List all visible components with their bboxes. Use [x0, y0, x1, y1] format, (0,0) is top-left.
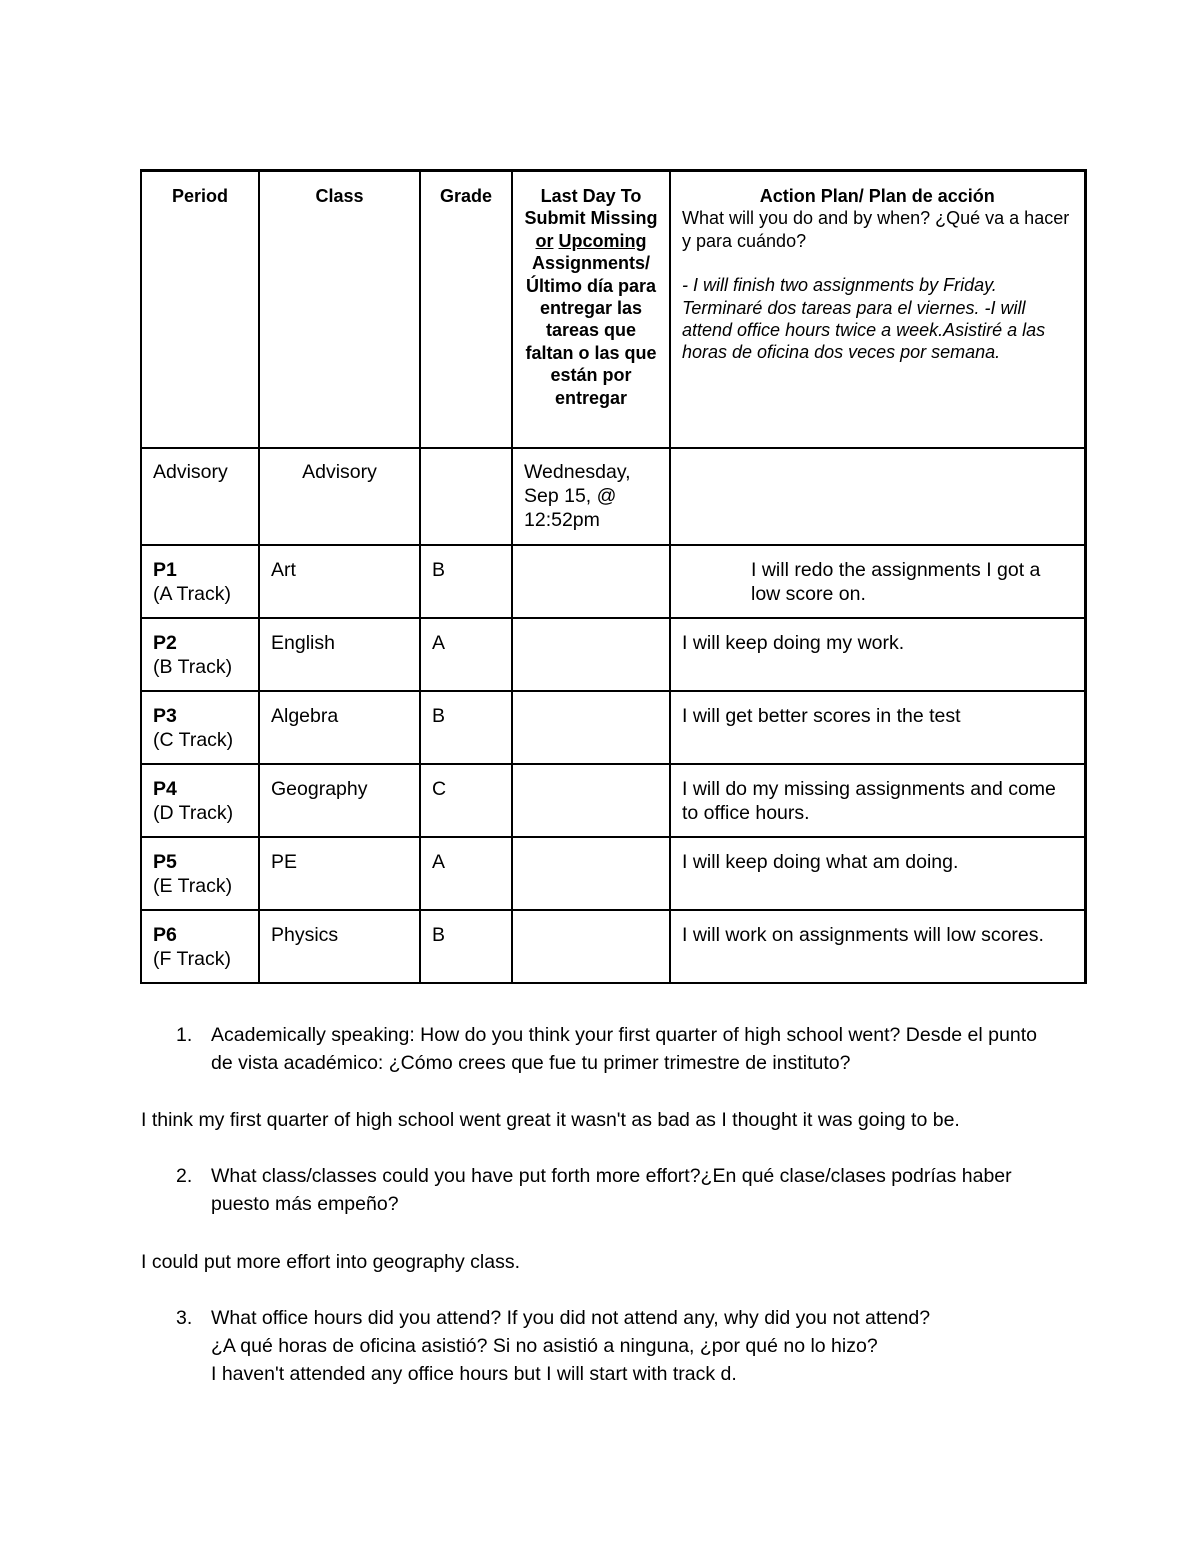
question-text: What office hours did you attend? If you did not attend any, why did you not attend?	[211, 1307, 931, 1329]
period-label: P3	[153, 705, 177, 727]
question-text: Academically speaking: How do you think your first quarter of high school went? Desde el punto de vista académico: ¿Cómo crees que fue tu primer trimestre de instituto?	[211, 1024, 1037, 1074]
table-row	[141, 910, 1085, 983]
period-label: P6	[153, 924, 177, 946]
advisory-period: Advisory	[141, 448, 259, 545]
header-action-plan	[670, 171, 1085, 449]
header-grade: Grade	[420, 171, 512, 449]
period-label: P5	[153, 851, 177, 873]
track-label: (A Track)	[153, 583, 232, 605]
period-label: P1	[153, 559, 177, 581]
advisory-last-day: Wednesday, Sep 15, @ 12:52pm	[512, 448, 670, 545]
track-label: (C Track)	[153, 729, 234, 751]
header-last-day	[512, 171, 670, 449]
class-cell: English	[259, 618, 420, 691]
period-label: P4	[153, 778, 177, 800]
class-cell: Geography	[259, 764, 420, 837]
table-row-advisory	[141, 448, 1085, 545]
advisory-grade	[420, 448, 512, 545]
class-cell: Physics	[259, 910, 420, 983]
table-row	[141, 691, 1085, 764]
last-day-cell	[512, 545, 670, 618]
period-cell	[141, 618, 259, 691]
period-cell	[141, 764, 259, 837]
period-cell	[141, 691, 259, 764]
answer-3: I haven't attended any office hours but I will start with track d.	[211, 1363, 737, 1385]
header-last-day-part1: Last Day To Submit Missing	[524, 186, 658, 229]
period-cell	[141, 837, 259, 910]
table-row	[141, 545, 1085, 618]
advisory-action	[670, 448, 1085, 545]
table-row	[141, 764, 1085, 837]
question-number: 3.	[176, 1307, 193, 1329]
track-label: (D Track)	[153, 802, 234, 824]
last-day-cell	[512, 837, 670, 910]
action-text: I will redo the assignments I got a low score on.	[751, 559, 1041, 605]
table-row	[141, 837, 1085, 910]
question-2	[176, 1162, 1061, 1218]
track-label: (B Track)	[153, 656, 233, 678]
question-number: 2.	[176, 1165, 193, 1187]
grade-table	[140, 169, 1087, 984]
header-last-day-or: or	[535, 230, 554, 251]
grade-cell: A	[420, 618, 512, 691]
last-day-cell	[512, 910, 670, 983]
period-cell	[141, 910, 259, 983]
action-cell: I will keep doing what am doing.	[670, 837, 1085, 910]
question-text-es: ¿A qué horas de oficina asistió? Si no asistió a ninguna, ¿por qué no lo hizo?	[211, 1335, 878, 1357]
grade-cell: B	[420, 545, 512, 618]
header-last-day-part2: Assignments/ Último día para entregar las tareas que faltan o las que están por entregar	[525, 253, 657, 408]
action-plan-question: What will you do and by when? ¿Qué va a hacer y para cuándo?	[682, 208, 1070, 251]
class-cell: Art	[259, 545, 420, 618]
last-day-cell	[512, 691, 670, 764]
last-day-cell	[512, 764, 670, 837]
action-plan-title: Action Plan/ Plan de acción	[759, 186, 995, 206]
grade-cell: B	[420, 910, 512, 983]
action-cell: I will get better scores in the test	[670, 691, 1085, 764]
header-period: Period	[141, 171, 259, 449]
question-text: What class/classes could you have put forth more effort?¿En qué clase/clases podrías haber puesto más empeño?	[211, 1165, 1012, 1215]
question-3	[176, 1304, 1061, 1388]
advisory-class: Advisory	[259, 448, 420, 545]
action-cell: I will work on assignments will low scores.	[670, 910, 1085, 983]
action-plan-example: - I will finish two assignments by Friday. Terminaré dos tareas para el viernes. -I will attend office hours twice a week.Asistiré a las horas de oficina dos veces por semana.	[682, 275, 1046, 363]
question-3-body	[211, 1304, 1061, 1388]
action-cell	[670, 545, 1085, 618]
period-label: P2	[153, 632, 177, 654]
answer-2: I could put more effort into geography class.	[141, 1251, 521, 1273]
question-number: 1.	[176, 1024, 193, 1046]
header-row	[141, 171, 1085, 449]
action-cell: I will do my missing assignments and come to office hours.	[670, 764, 1085, 837]
header-class: Class	[259, 171, 420, 449]
last-day-cell	[512, 618, 670, 691]
track-label: (E Track)	[153, 875, 233, 897]
question-1	[176, 1021, 1061, 1077]
grade-cell: C	[420, 764, 512, 837]
track-label: (F Track)	[153, 948, 231, 970]
action-cell: I will keep doing my work.	[670, 618, 1085, 691]
grade-cell: A	[420, 837, 512, 910]
header-last-day-upcoming: Upcoming	[558, 230, 647, 251]
class-cell: Algebra	[259, 691, 420, 764]
answer-1: I think my first quarter of high school went great it wasn't as bad as I thought it was going to be.	[141, 1109, 960, 1131]
class-cell: PE	[259, 837, 420, 910]
period-cell	[141, 545, 259, 618]
grade-cell: B	[420, 691, 512, 764]
table-row	[141, 618, 1085, 691]
